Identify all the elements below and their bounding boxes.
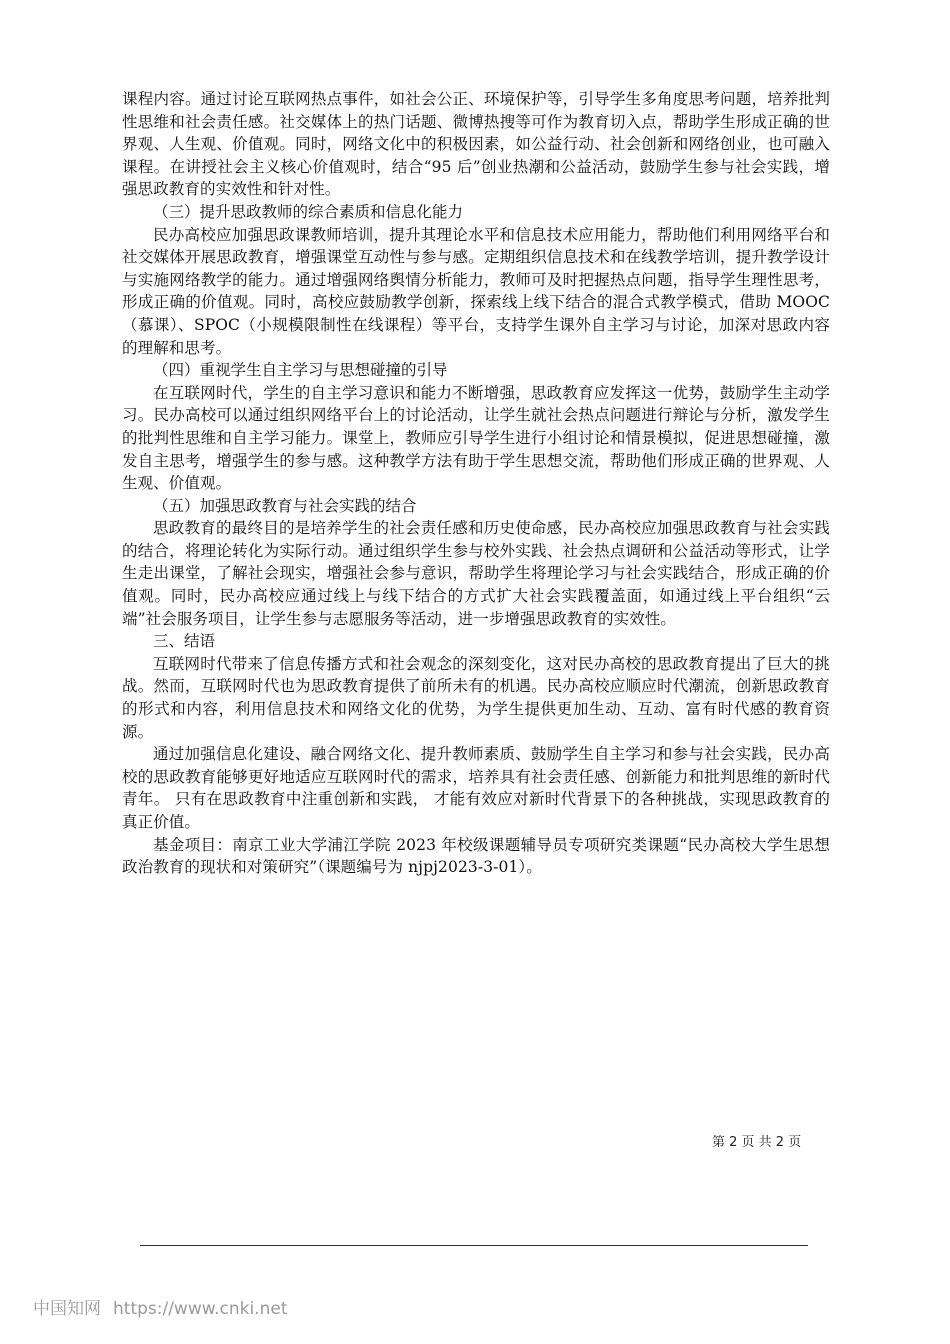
body-paragraph: 思政教育的最终目的是培养学生的社会责任感和历史使命感，民办高校应加强思政教育与社会实践的结合，将理论转化为实际行动。通过组织学生参与校外实践、社会热点调研和公益活动等形式，让学生走出课堂，了解社会现实，增强社会参与意识，帮助学生将理论学习与社会实践结合，形成正确的价值观。同时，民办高校应通过线上与线下结合的方式扩大社会实践覆盖面，如通过线上平台组织“云端”社会服务项目，让学生参与志愿服务等活动，进一步增强思政教育的实效性。 [122,519,830,628]
section-heading: （五）加强思政教育与社会实践的结合 [153,496,417,515]
article-body [122,88,830,879]
funding-note: 基金项目：南京工业大学浦江学院 2023 年校级课题辅导员专项研究类课题“民办高校大学生思想政治教育的现状和对策研究”（课题编号为 njpj2023-3-01）。 [122,835,830,877]
watermark-brand: 中国知网 [33,1299,101,1319]
body-paragraph: 在互联网时代，学生的自主学习意识和能力不断增强，思政教育应发挥这一优势，鼓励学生主动学习。民办高校可以通过组织网络平台上的讨论活动，让学生就社会热点问题进行辩论与分析，激发学生的批判性思维和自主学习能力。课堂上，教师应引导学生进行小组讨论和情景模拟，促进思想碰撞，激发自主思考，增强学生的参与感。这种教学方法有助于学生思想交流，帮助他们形成正确的世界观、人生观、价值观。 [122,383,830,493]
body-paragraph: 通过加强信息化建设、融合网络文化、提升教师素质、鼓励学生自主学习和参与社会实践，民办高校的思政教育能够更好地适应互联网时代的需求，培养具有社会责任感、创新能力和批判思维的新时代青年。 只有在思政教育中注重创新和实践， 才能有效应对新时代背景下的各种挑战，实现思政教育的真正价值。 [122,745,830,831]
watermark-url: https://www.cnki.net [113,1299,288,1319]
conclusion-heading: 三、结语 [153,632,216,651]
page-number: 第 2 页 共 2 页 [712,1135,802,1150]
body-paragraph: 课程内容。通过讨论互联网热点事件，如社会公正、环境保护等，引导学生多角度思考问题，培养批判性思维和社会责任感。社交媒体上的热门话题、微博热搜等可作为教育切入点，帮助学生形成正确的世界观、人生观、价值观。同时，网络文化中的积极因素，如公益行动、社会创新和网络创业，也可融入课程。在讲授社会主义核心价值观时，结合“95 后”创业热潮和公益活动，鼓励学生参与社会实践，增强思政教育的实效性和针对性。 [122,90,830,199]
section-heading: （四）重视学生自主学习与思想碰撞的引导 [153,361,448,380]
body-paragraph: 民办高校应加强思政课教师培训，提升其理论水平和信息技术应用能力，帮助他们利用网络平台和社交媒体开展思政教育，增强课堂互动性与参与感。定期组织信息技术和在线教学培训，提升教学设计与实施网络教学的能力。通过增强网络舆情分析能力，教师可及时把握热点问题，指导学生理性思考，形成正确的价值观。同时，高校应鼓励教学创新，探索线上线下结合的混合式教学模式，借助 MOOC（慕课）、SPOC（小规模限制性在线课程）等平台，支持学生课外自主学习与讨论，加深对思政内容的理解和思考。 [122,225,830,357]
body-paragraph: 互联网时代带来了信息传播方式和社会观念的深刻变化，这对民办高校的思政教育提出了巨大的挑战。然而，互联网时代也为思政教育提供了前所未有的机遇。民办高校应顺应时代潮流，创新思政教育的形式和内容，利用信息技术和网络文化的优势，为学生提供更加生动、互动、富有时代感的教育资源。 [122,654,830,741]
footer-divider [140,1245,808,1246]
section-heading: （三）提升思政教师的综合素质和信息化能力 [153,202,464,221]
cnki-watermark [33,1294,287,1319]
